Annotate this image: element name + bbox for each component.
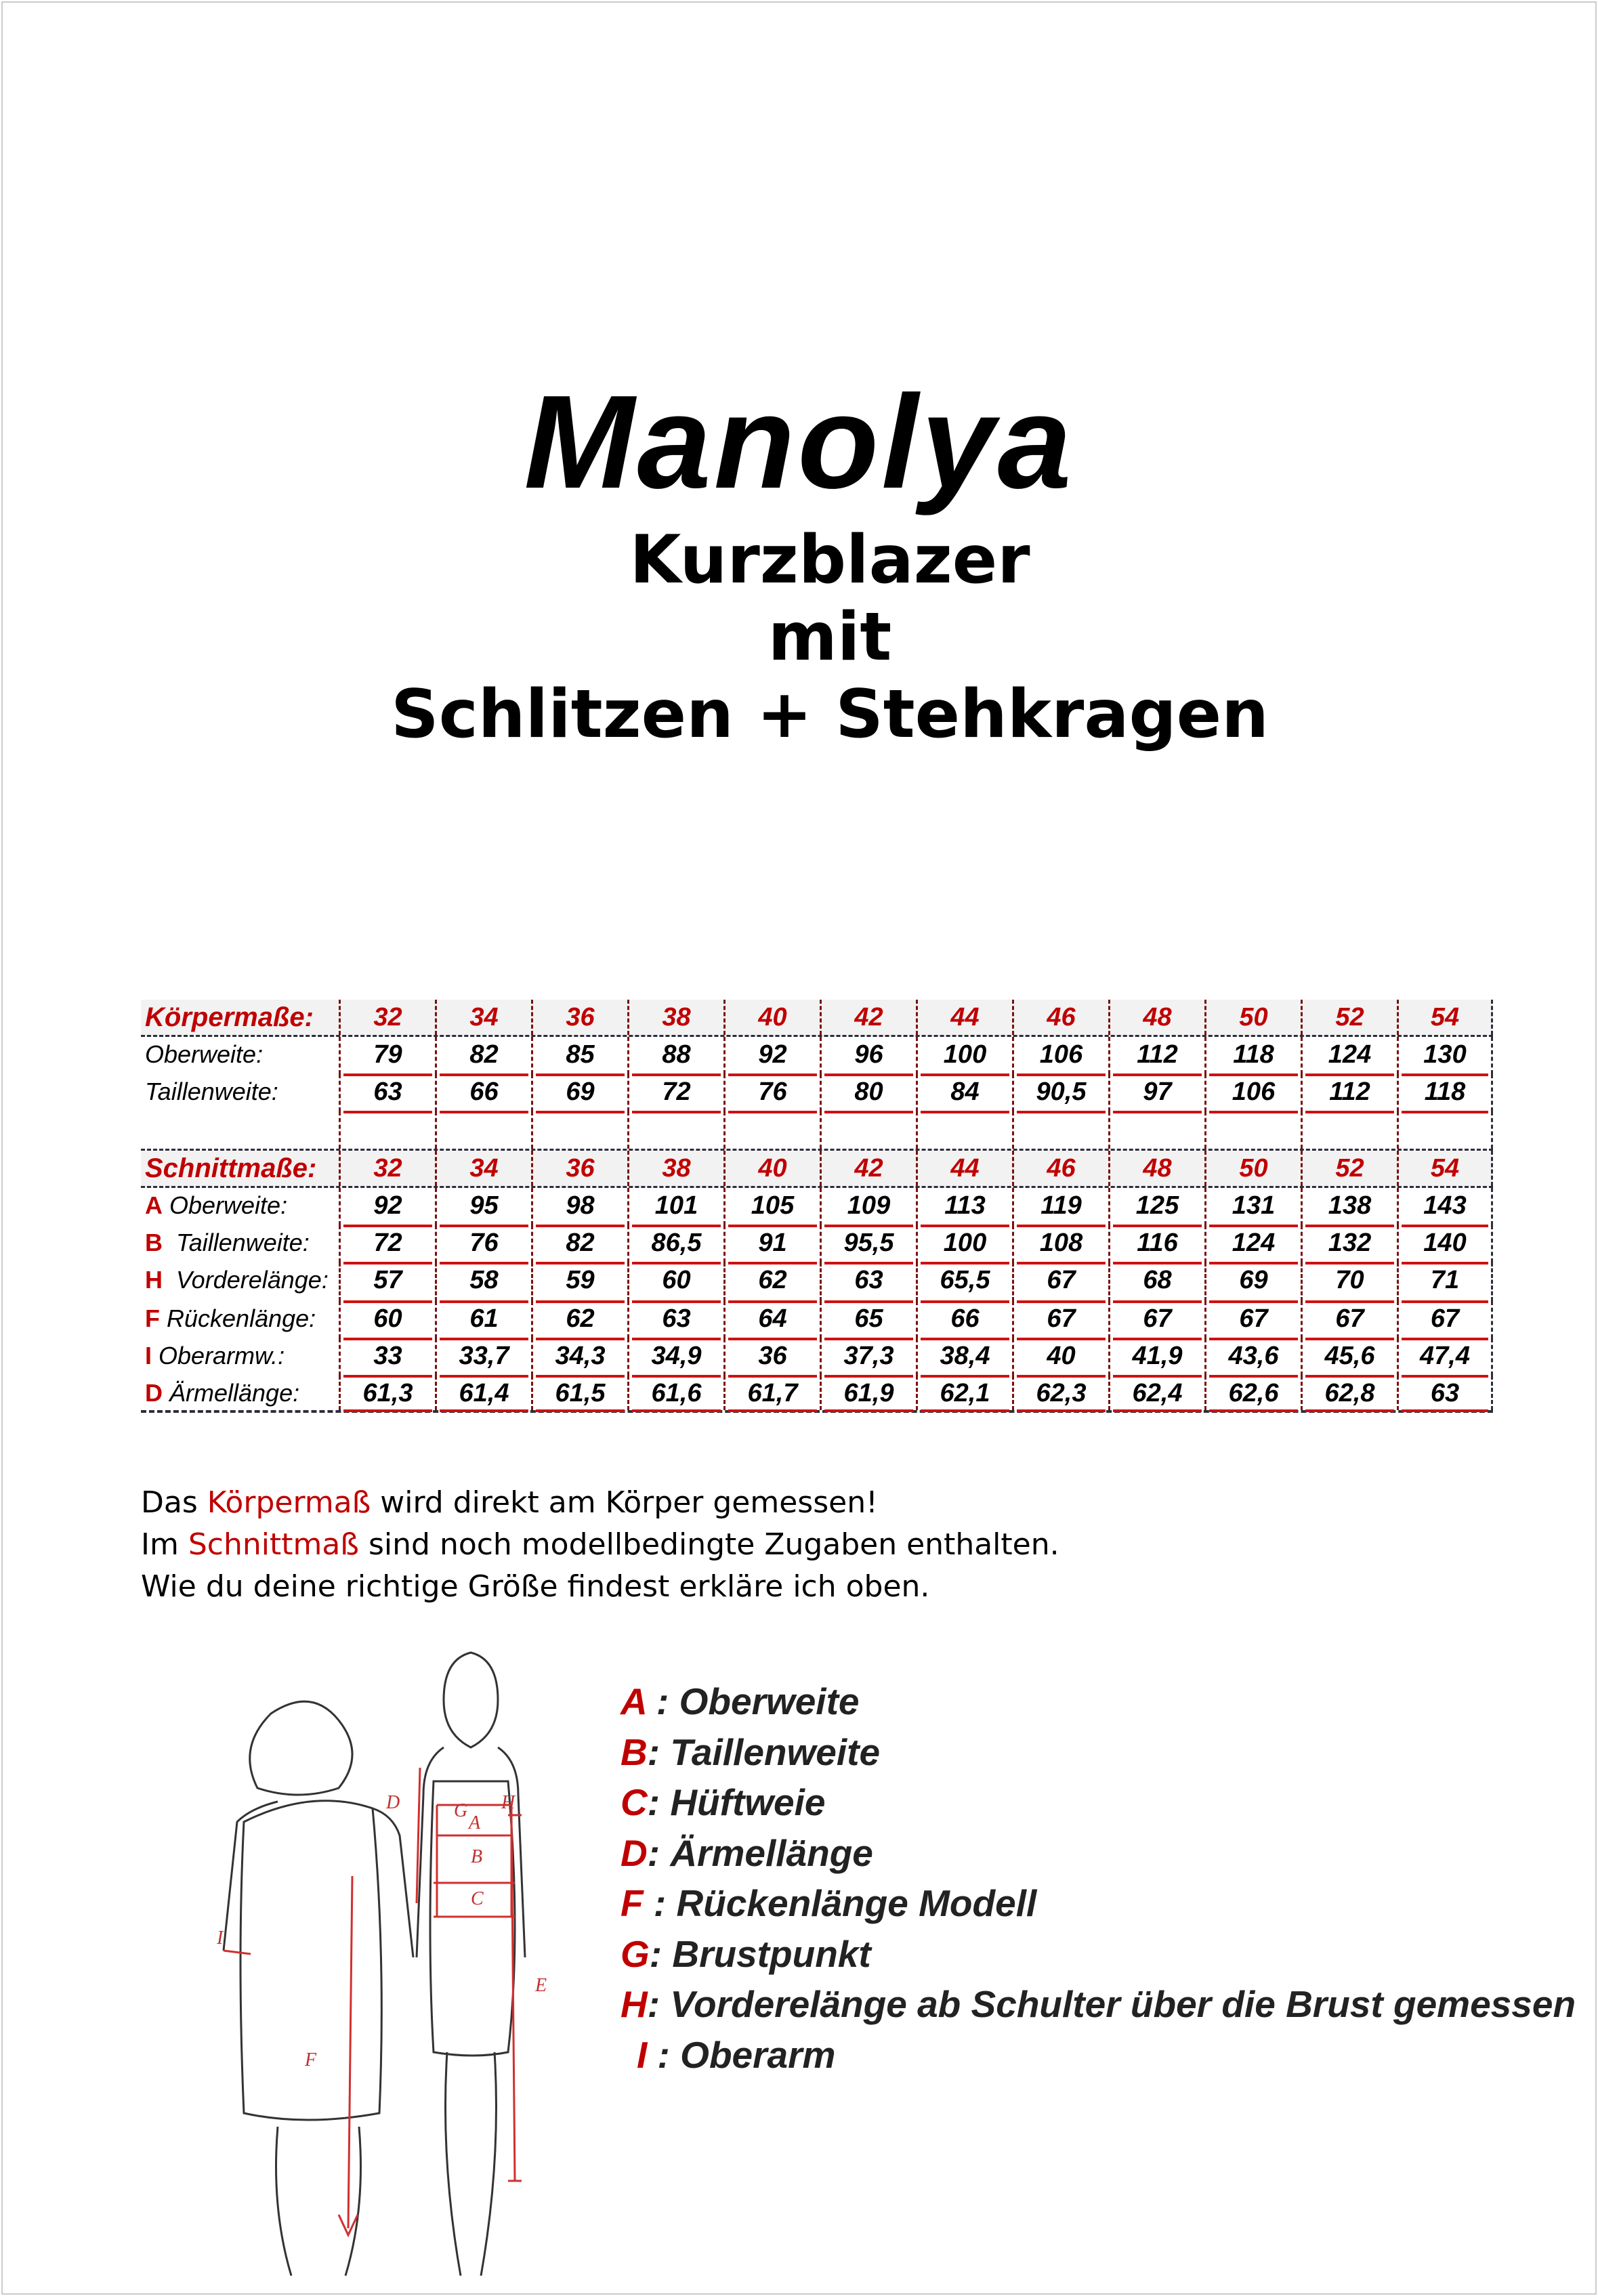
- row-label: [141, 1338, 339, 1376]
- spacer-cell: [339, 1111, 435, 1149]
- legend-key: C: [621, 1781, 648, 1823]
- table-cell: 143: [1397, 1188, 1493, 1225]
- table-cell: 82: [531, 1225, 627, 1262]
- row-label-text: Oberarmw.:: [152, 1342, 285, 1369]
- table-row: [141, 1376, 1493, 1413]
- table-cell: 118: [1397, 1074, 1493, 1111]
- spacer-row: [141, 1111, 1493, 1151]
- size-header: 44: [916, 1151, 1012, 1186]
- legend-text: : Taillenweite: [647, 1730, 881, 1773]
- spacer-cell: [916, 1111, 1012, 1149]
- table-cell: 72: [627, 1074, 723, 1111]
- table-cell: 37,3: [820, 1338, 916, 1376]
- table-cell: 113: [916, 1188, 1012, 1225]
- table-cell: 65: [820, 1301, 916, 1338]
- table-cell: 140: [1397, 1225, 1493, 1262]
- table-cell: 64: [723, 1301, 820, 1338]
- table-cell: 86,5: [627, 1225, 723, 1262]
- table-cell: 70: [1301, 1262, 1397, 1301]
- note-line-1: [141, 1485, 878, 1520]
- table-cell: 34,3: [531, 1338, 627, 1376]
- table-cell: 61,7: [723, 1376, 820, 1410]
- table-row: [141, 1262, 1493, 1301]
- legend-text: : Rückenlänge Modell: [643, 1882, 1037, 1924]
- table-cell: 61,3: [339, 1376, 435, 1410]
- table-cell: 71: [1397, 1262, 1493, 1301]
- spacer-cell: [531, 1111, 627, 1149]
- legend-key: F: [621, 1882, 644, 1924]
- table-row: [141, 1188, 1493, 1225]
- row-label: [141, 1225, 339, 1262]
- row-label-text: Vorderelänge:: [163, 1266, 329, 1294]
- spacer-cell: [1108, 1111, 1204, 1149]
- table-cell: 61,5: [531, 1376, 627, 1410]
- table-cell: 76: [435, 1225, 531, 1262]
- size-header: 38: [627, 1000, 723, 1035]
- table-cell: 112: [1108, 1037, 1204, 1074]
- koerper-header-label: Körpermaße:: [145, 1002, 314, 1032]
- table-cell: 90,5: [1012, 1074, 1108, 1111]
- table-cell: 97: [1108, 1074, 1204, 1111]
- legend-item: [621, 1680, 860, 1723]
- table-cell: 95,5: [820, 1225, 916, 1262]
- subtitle-line-2: mit: [768, 599, 892, 676]
- table-cell: 101: [627, 1188, 723, 1225]
- measurement-illustration: [203, 1639, 583, 2289]
- illustration-label: H: [501, 1792, 516, 1813]
- table-cell: 38,4: [916, 1338, 1012, 1376]
- illustration-label: D: [386, 1792, 400, 1813]
- table-cell: 63: [627, 1301, 723, 1338]
- size-header: 42: [820, 1000, 916, 1035]
- table-cell: 62,4: [1108, 1376, 1204, 1410]
- table-cell: 33: [339, 1338, 435, 1376]
- table-cell: 98: [531, 1188, 627, 1225]
- legend-text: : Oberweite: [646, 1680, 860, 1722]
- size-header: 48: [1108, 1151, 1204, 1186]
- row-label-text: Taillenweite:: [145, 1078, 278, 1105]
- size-header: 34: [435, 1000, 531, 1035]
- size-header: 36: [531, 1000, 627, 1035]
- table-cell: 100: [916, 1037, 1012, 1074]
- table-row: [141, 1338, 1493, 1376]
- table-cell: 68: [1108, 1262, 1204, 1301]
- row-label-text: Rückenlänge:: [160, 1304, 316, 1332]
- table-cell: 100: [916, 1225, 1012, 1262]
- size-header: 34: [435, 1151, 531, 1186]
- table-cell: 67: [1108, 1301, 1204, 1338]
- note-text: sind noch modellbedingte Zugaben enthalten.: [359, 1527, 1059, 1562]
- spacer-cell: [627, 1111, 723, 1149]
- note-text: Im: [141, 1527, 188, 1562]
- note-line-3: Wie du deine richtige Größe findest erkläre ich oben.: [141, 1569, 930, 1604]
- table-cell: 61: [435, 1301, 531, 1338]
- table-cell: 108: [1012, 1225, 1108, 1262]
- size-header: 50: [1204, 1151, 1301, 1186]
- table-cell: 43,6: [1204, 1338, 1301, 1376]
- legend-text: : Oberarm: [647, 2033, 836, 2076]
- row-label: [141, 1074, 339, 1111]
- table-cell: 67: [1204, 1301, 1301, 1338]
- table-cell: 63: [820, 1262, 916, 1301]
- note-text: wird direkt am Körper gemessen!: [371, 1485, 878, 1520]
- table-cell: 40: [1012, 1338, 1108, 1376]
- table-cell: 88: [627, 1037, 723, 1074]
- spacer-cell: [435, 1111, 531, 1149]
- illustration-label: F: [305, 2049, 317, 2070]
- table-cell: 92: [339, 1188, 435, 1225]
- table-cell: 131: [1204, 1188, 1301, 1225]
- row-label-text: Ärmellänge:: [163, 1379, 300, 1407]
- table-cell: 138: [1301, 1188, 1397, 1225]
- size-header: 46: [1012, 1151, 1108, 1186]
- illustration-label: B: [471, 1846, 483, 1867]
- size-header: 40: [723, 1151, 820, 1186]
- table-cell: 79: [339, 1037, 435, 1074]
- size-header: 52: [1301, 1151, 1397, 1186]
- legend-text: : Ärmellänge: [647, 1831, 873, 1874]
- spacer-cell: [1397, 1111, 1493, 1149]
- table-cell: 72: [339, 1225, 435, 1262]
- spacer-label: [141, 1111, 339, 1149]
- table-cell: 36: [723, 1338, 820, 1376]
- pattern-title: Manolya: [524, 368, 1074, 516]
- legend-text: : Brustpunkt: [649, 1932, 871, 1975]
- koerper-header-row: [141, 1000, 1493, 1037]
- table-cell: 124: [1301, 1037, 1397, 1074]
- table-cell: 66: [435, 1074, 531, 1111]
- measure-key: I: [145, 1342, 152, 1369]
- spacer-cell: [1301, 1111, 1397, 1149]
- table-cell: 33,7: [435, 1338, 531, 1376]
- legend-item: [621, 1982, 1576, 2026]
- row-label: [141, 1262, 339, 1301]
- legend-key: H: [621, 1983, 648, 2025]
- spacer-cell: [820, 1111, 916, 1149]
- spacer-cell: [1204, 1111, 1301, 1149]
- table-cell: 80: [820, 1074, 916, 1111]
- illustration-label: E: [535, 1975, 547, 1996]
- table-cell: 96: [820, 1037, 916, 1074]
- table-cell: 61,4: [435, 1376, 531, 1410]
- table-cell: 41,9: [1108, 1338, 1204, 1376]
- size-header: 38: [627, 1151, 723, 1186]
- table-cell: 84: [916, 1074, 1012, 1111]
- row-label-text: Taillenweite:: [163, 1229, 310, 1256]
- table-row: [141, 1037, 1493, 1074]
- row-label: [141, 1037, 339, 1074]
- table-cell: 61,9: [820, 1376, 916, 1410]
- measure-key: A: [145, 1191, 163, 1219]
- table-cell: 105: [723, 1188, 820, 1225]
- note-highlight: Körpermaß: [207, 1485, 371, 1520]
- table-cell: 106: [1012, 1037, 1108, 1074]
- table-cell: 112: [1301, 1074, 1397, 1111]
- legend-key: D: [621, 1831, 648, 1874]
- table-cell: 62,3: [1012, 1376, 1108, 1410]
- front-figure-sketch: [417, 1653, 525, 2276]
- table-cell: 124: [1204, 1225, 1301, 1262]
- table-cell: 76: [723, 1074, 820, 1111]
- size-header: 36: [531, 1151, 627, 1186]
- table-cell: 95: [435, 1188, 531, 1225]
- illustration-label: G: [454, 1800, 468, 1821]
- size-header: 40: [723, 1000, 820, 1035]
- table-cell: 66: [916, 1301, 1012, 1338]
- size-header: 32: [339, 1151, 435, 1186]
- size-header: 46: [1012, 1000, 1108, 1035]
- table-cell: 34,9: [627, 1338, 723, 1376]
- table-cell: 58: [435, 1262, 531, 1301]
- table-cell: 132: [1301, 1225, 1397, 1262]
- legend-item: [621, 1831, 873, 1875]
- table-cell: 109: [820, 1188, 916, 1225]
- table-cell: 62,8: [1301, 1376, 1397, 1410]
- back-figure-sketch: [224, 1701, 413, 2276]
- row-label: [141, 1376, 339, 1410]
- table-cell: 62,1: [916, 1376, 1012, 1410]
- table-row: [141, 1301, 1493, 1338]
- legend-key: A: [621, 1680, 646, 1722]
- illustration-label: I: [217, 1928, 224, 1949]
- note-text: Das: [141, 1485, 207, 1520]
- size-header: 48: [1108, 1000, 1204, 1035]
- table-cell: 62: [531, 1301, 627, 1338]
- subtitle-line-1: Kurzblazer: [629, 522, 1030, 599]
- spacer-cell: [723, 1111, 820, 1149]
- table-cell: 106: [1204, 1074, 1301, 1111]
- subtitle-line-3: Schlitzen + Stehkragen: [391, 676, 1269, 753]
- table-cell: 69: [531, 1074, 627, 1111]
- legend-item: [621, 1882, 1036, 1925]
- size-header: 52: [1301, 1000, 1397, 1035]
- table-cell: 62: [723, 1262, 820, 1301]
- table-cell: 63: [339, 1074, 435, 1111]
- table-cell: 82: [435, 1037, 531, 1074]
- legend-text: : Vorderelänge ab Schulter über die Brust gemessen: [647, 1983, 1576, 2025]
- table-cell: 67: [1012, 1301, 1108, 1338]
- legend-key: B: [621, 1730, 648, 1773]
- note-line-2: [141, 1527, 1059, 1562]
- table-cell: 125: [1108, 1188, 1204, 1225]
- illustration-label: A: [469, 1812, 481, 1833]
- table-cell: 85: [531, 1037, 627, 1074]
- legend-text: : Hüftweie: [647, 1781, 826, 1823]
- table-cell: 67: [1397, 1301, 1493, 1338]
- legend-item: [637, 2033, 835, 2077]
- legend-item: [621, 1781, 826, 1824]
- table-cell: 91: [723, 1225, 820, 1262]
- measure-key: D: [145, 1379, 163, 1407]
- row-label: [141, 1188, 339, 1225]
- illustration-label: C: [471, 1888, 484, 1909]
- size-header: 54: [1397, 1000, 1493, 1035]
- size-header: 54: [1397, 1151, 1493, 1186]
- legend-item: [621, 1932, 871, 1976]
- table-cell: 60: [339, 1301, 435, 1338]
- table-cell: 67: [1012, 1262, 1108, 1301]
- measure-key: H: [145, 1266, 163, 1294]
- size-header: 32: [339, 1000, 435, 1035]
- legend-key: I: [637, 2033, 648, 2076]
- table-cell: 45,6: [1301, 1338, 1397, 1376]
- table-cell: 118: [1204, 1037, 1301, 1074]
- size-header: 42: [820, 1151, 916, 1186]
- size-chart-table: [141, 1000, 1493, 1413]
- table-cell: 60: [627, 1262, 723, 1301]
- size-header: 50: [1204, 1000, 1301, 1035]
- row-label-text: Oberweite:: [163, 1191, 288, 1219]
- legend-key: G: [621, 1932, 650, 1975]
- table-cell: 62,6: [1204, 1376, 1301, 1410]
- table-cell: 47,4: [1397, 1338, 1493, 1376]
- table-row: [141, 1225, 1493, 1262]
- measure-key: B: [145, 1229, 163, 1256]
- table-cell: 57: [339, 1262, 435, 1301]
- table-cell: 65,5: [916, 1262, 1012, 1301]
- legend-item: [621, 1730, 880, 1774]
- spacer-cell: [1012, 1111, 1108, 1149]
- table-cell: 130: [1397, 1037, 1493, 1074]
- table-cell: 63: [1397, 1376, 1493, 1410]
- table-cell: 69: [1204, 1262, 1301, 1301]
- table-cell: 119: [1012, 1188, 1108, 1225]
- note-highlight: Schnittmaß: [188, 1527, 359, 1562]
- table-row: [141, 1074, 1493, 1111]
- table-cell: 92: [723, 1037, 820, 1074]
- row-label-text: Oberweite:: [145, 1040, 264, 1068]
- table-cell: 61,6: [627, 1376, 723, 1410]
- table-cell: 67: [1301, 1301, 1397, 1338]
- table-cell: 59: [531, 1262, 627, 1301]
- row-label: [141, 1301, 339, 1338]
- measurement-lines: [224, 1768, 522, 2235]
- measure-key: F: [145, 1304, 160, 1332]
- size-header: 44: [916, 1000, 1012, 1035]
- table-cell: 116: [1108, 1225, 1204, 1262]
- schnitt-header-label: Schnittmaße:: [145, 1153, 317, 1183]
- schnitt-header-row: [141, 1151, 1493, 1188]
